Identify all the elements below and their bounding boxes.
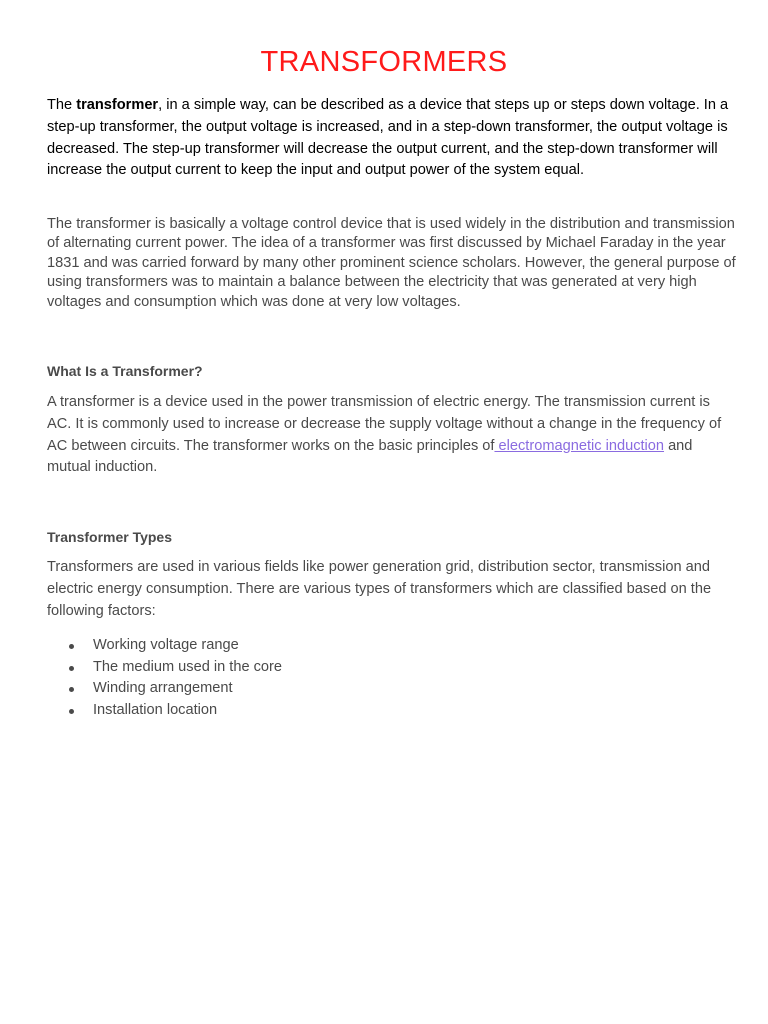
bullet-icon [69,709,74,714]
intro-bold-term: transformer [76,97,159,113]
list-item-label: Winding arrangement [93,680,233,697]
section-heading-what-is: What Is a Transformer? [47,363,203,379]
intro-paragraph [47,95,737,182]
list-item [47,678,737,700]
intro-prefix: The [47,97,77,113]
history-paragraph: The transformer is basically a voltage control device that is used widely in the distribution and transmission of alternating current power. The idea of a transformer was first discussed by Michael Faraday in the year 1831 and was carried forward by many other prominent science scholars. However, the general purpose of using transformers was to maintain a balance between the electricity that was generated at very high voltages and consumption which was done at very low voltages. [47,216,736,310]
definition-paragraph [47,392,737,479]
section-heading-types: Transformer Types [47,529,173,545]
intro-rest: , in a simple way, can be described as a device that steps up or steps down voltage. In a step-up transformer, the output voltage is increased, and in a step-down transformer, the output voltage is decreased. The step-up transformer will decrease the output current, and the step-down transformer will increase the output current to keep the input and output power of the system equal. [47,97,729,179]
electromagnetic-induction-link[interactable]: electromagnetic induction [494,437,665,454]
list-item-label: The medium used in the core [93,658,283,675]
types-list [47,635,737,721]
list-item [47,700,737,722]
list-item-label: Installation location [93,701,218,718]
bullet-icon [69,666,74,671]
definition-text-end: and mutual induction. [47,437,693,476]
document-title: TRANSFORMERS [260,46,508,78]
types-paragraph: Transformers are used in various fields like power generation grid, distribution sector, transmission and electric energy consumption. There are various types of transformers which are classified based on the following factors: [47,559,712,619]
bullet-icon [69,644,74,649]
definition-text: A transformer is a device used in the power transmission of electric energy. The transmission current is AC. It is commonly used to increase or decrease the supply voltage without a change in the frequency of AC between circuits. The transformer works on the basic principles of [47,394,722,454]
list-item [47,635,737,657]
bullet-icon [69,687,74,692]
list-item [47,657,737,679]
list-item-label: Working voltage range [93,637,239,653]
